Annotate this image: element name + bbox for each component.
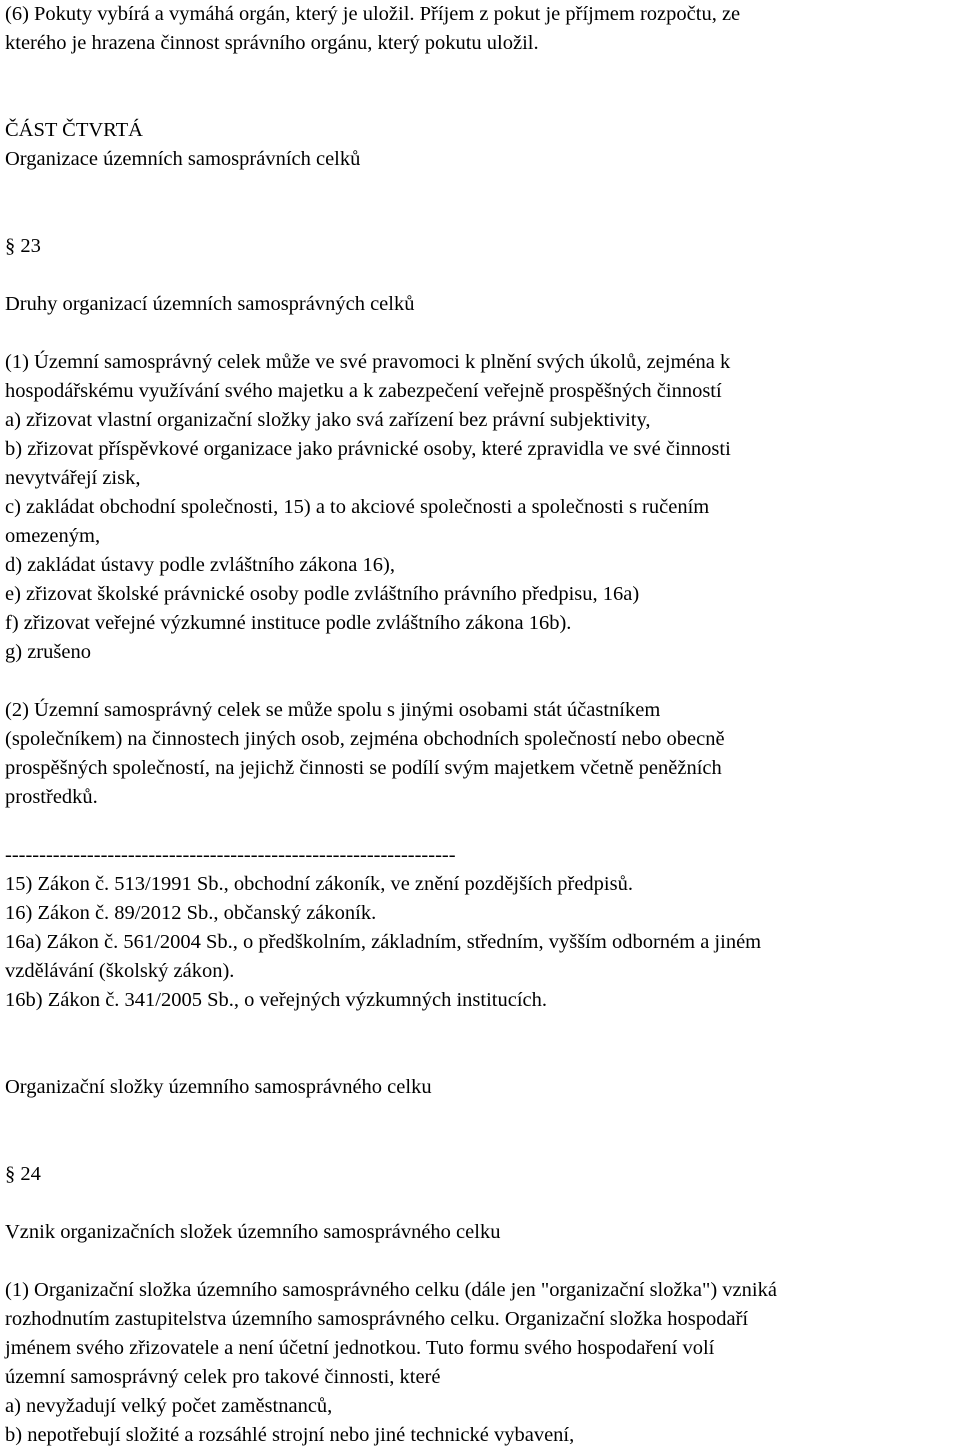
text-block: [5, 290, 955, 319]
text-line: 16) Zákon č. 89/2012 Sb., občanský zákoník.: [5, 902, 377, 924]
text-line: jménem svého zřizovatele a není účetní jednotkou. Tuto formu svého hospodaření volí: [5, 1337, 715, 1359]
text-line: (6) Pokuty vybírá a vymáhá orgán, který je uložil. Příjem z pokut je příjmem rozpočtu, ze: [5, 3, 741, 25]
text-line: nevytvářejí zisk,: [5, 467, 141, 489]
text-line: f) zřizovat veřejné výzkumné instituce podle zvláštního zákona 16b).: [5, 612, 572, 634]
text-block: [5, 1073, 955, 1102]
text-block: [5, 1218, 955, 1247]
text-line: Organizační složky územního samosprávného celku: [5, 1076, 432, 1098]
text-line: c) zakládat obchodní společnosti, 15) a to akciové společnosti a společnosti s ručením: [5, 496, 710, 518]
text-line: ČÁST ČTVRTÁ: [5, 119, 143, 141]
text-line: vzdělávání (školský zákon).: [5, 960, 235, 982]
text-line: e) zřizovat školské právnické osoby podle zvláštního právního předpisu, 16a): [5, 583, 640, 605]
text-line: b) zřizovat příspěvkové organizace jako právnické osoby, které zpravidla ve své činnosti: [5, 438, 731, 460]
text-line: hospodářskému využívání svého majetku a k zabezpečení veřejně prospěšných činností: [5, 380, 722, 402]
text-line: Druhy organizací územních samosprávných celků: [5, 293, 415, 315]
text-line: § 24: [5, 1163, 41, 1185]
text-line: Vznik organizačních složek územního samosprávného celku: [5, 1221, 501, 1243]
text-line: b) nepotřebují složité a rozsáhlé strojní nebo jiné technické vybavení,: [5, 1424, 575, 1446]
text-line: prospěšných společností, na jejichž činnosti se podílí svým majetkem včetně peněžních: [5, 757, 722, 779]
text-line: omezeným,: [5, 525, 101, 547]
text-block: [5, 696, 955, 812]
text-line: 15) Zákon č. 513/1991 Sb., obchodní zákoník, ve znění pozdějších předpisů.: [5, 873, 633, 895]
text-block: [5, 348, 955, 667]
text-line: ------------------------------------------------------------------: [5, 844, 456, 866]
text-line: kterého je hrazena činnost správního orgánu, který pokutu uložil.: [5, 32, 539, 54]
text-line: prostředků.: [5, 786, 98, 808]
text-block: [5, 841, 955, 1015]
text-line: (1) Organizační složka územního samosprávného celku (dále jen "organizační složka") vzniká: [5, 1279, 777, 1301]
text-line: (společníkem) na činnostech jiných osob, zejména obchodních společností nebo obecně: [5, 728, 725, 750]
text-line: d) zakládat ústavy podle zvláštního zákona 16),: [5, 554, 395, 576]
text-line: rozhodnutím zastupitelstva územního samosprávného celku. Organizační složka hospodaří: [5, 1308, 749, 1330]
text-line: 16a) Zákon č. 561/2004 Sb., o předškolním, základním, středním, vyšším odborném a jiném: [5, 931, 762, 953]
text-line: 16b) Zákon č. 341/2005 Sb., o veřejných výzkumných institucích.: [5, 989, 548, 1011]
text-block: [5, 232, 955, 261]
text-line: a) zřizovat vlastní organizační složky jako svá zařízení bez právní subjektivity,: [5, 409, 651, 431]
text-line: § 23: [5, 235, 41, 257]
text-block: [5, 1160, 955, 1189]
text-block: [5, 0, 955, 58]
text-line: územní samosprávný celek pro takové činnosti, které: [5, 1366, 441, 1388]
document-page: [5, 0, 955, 1450]
text-line: a) nevyžadují velký počet zaměstnanců,: [5, 1395, 333, 1417]
text-block: [5, 1276, 955, 1450]
text-block: [5, 116, 955, 174]
text-line: (2) Územní samosprávný celek se může spolu s jinými osobami stát účastníkem: [5, 699, 661, 721]
text-line: Organizace územních samosprávních celků: [5, 148, 361, 170]
text-line: g) zrušeno: [5, 641, 91, 663]
text-line: (1) Územní samosprávný celek může ve své pravomoci k plnění svých úkolů, zejména k: [5, 351, 731, 373]
